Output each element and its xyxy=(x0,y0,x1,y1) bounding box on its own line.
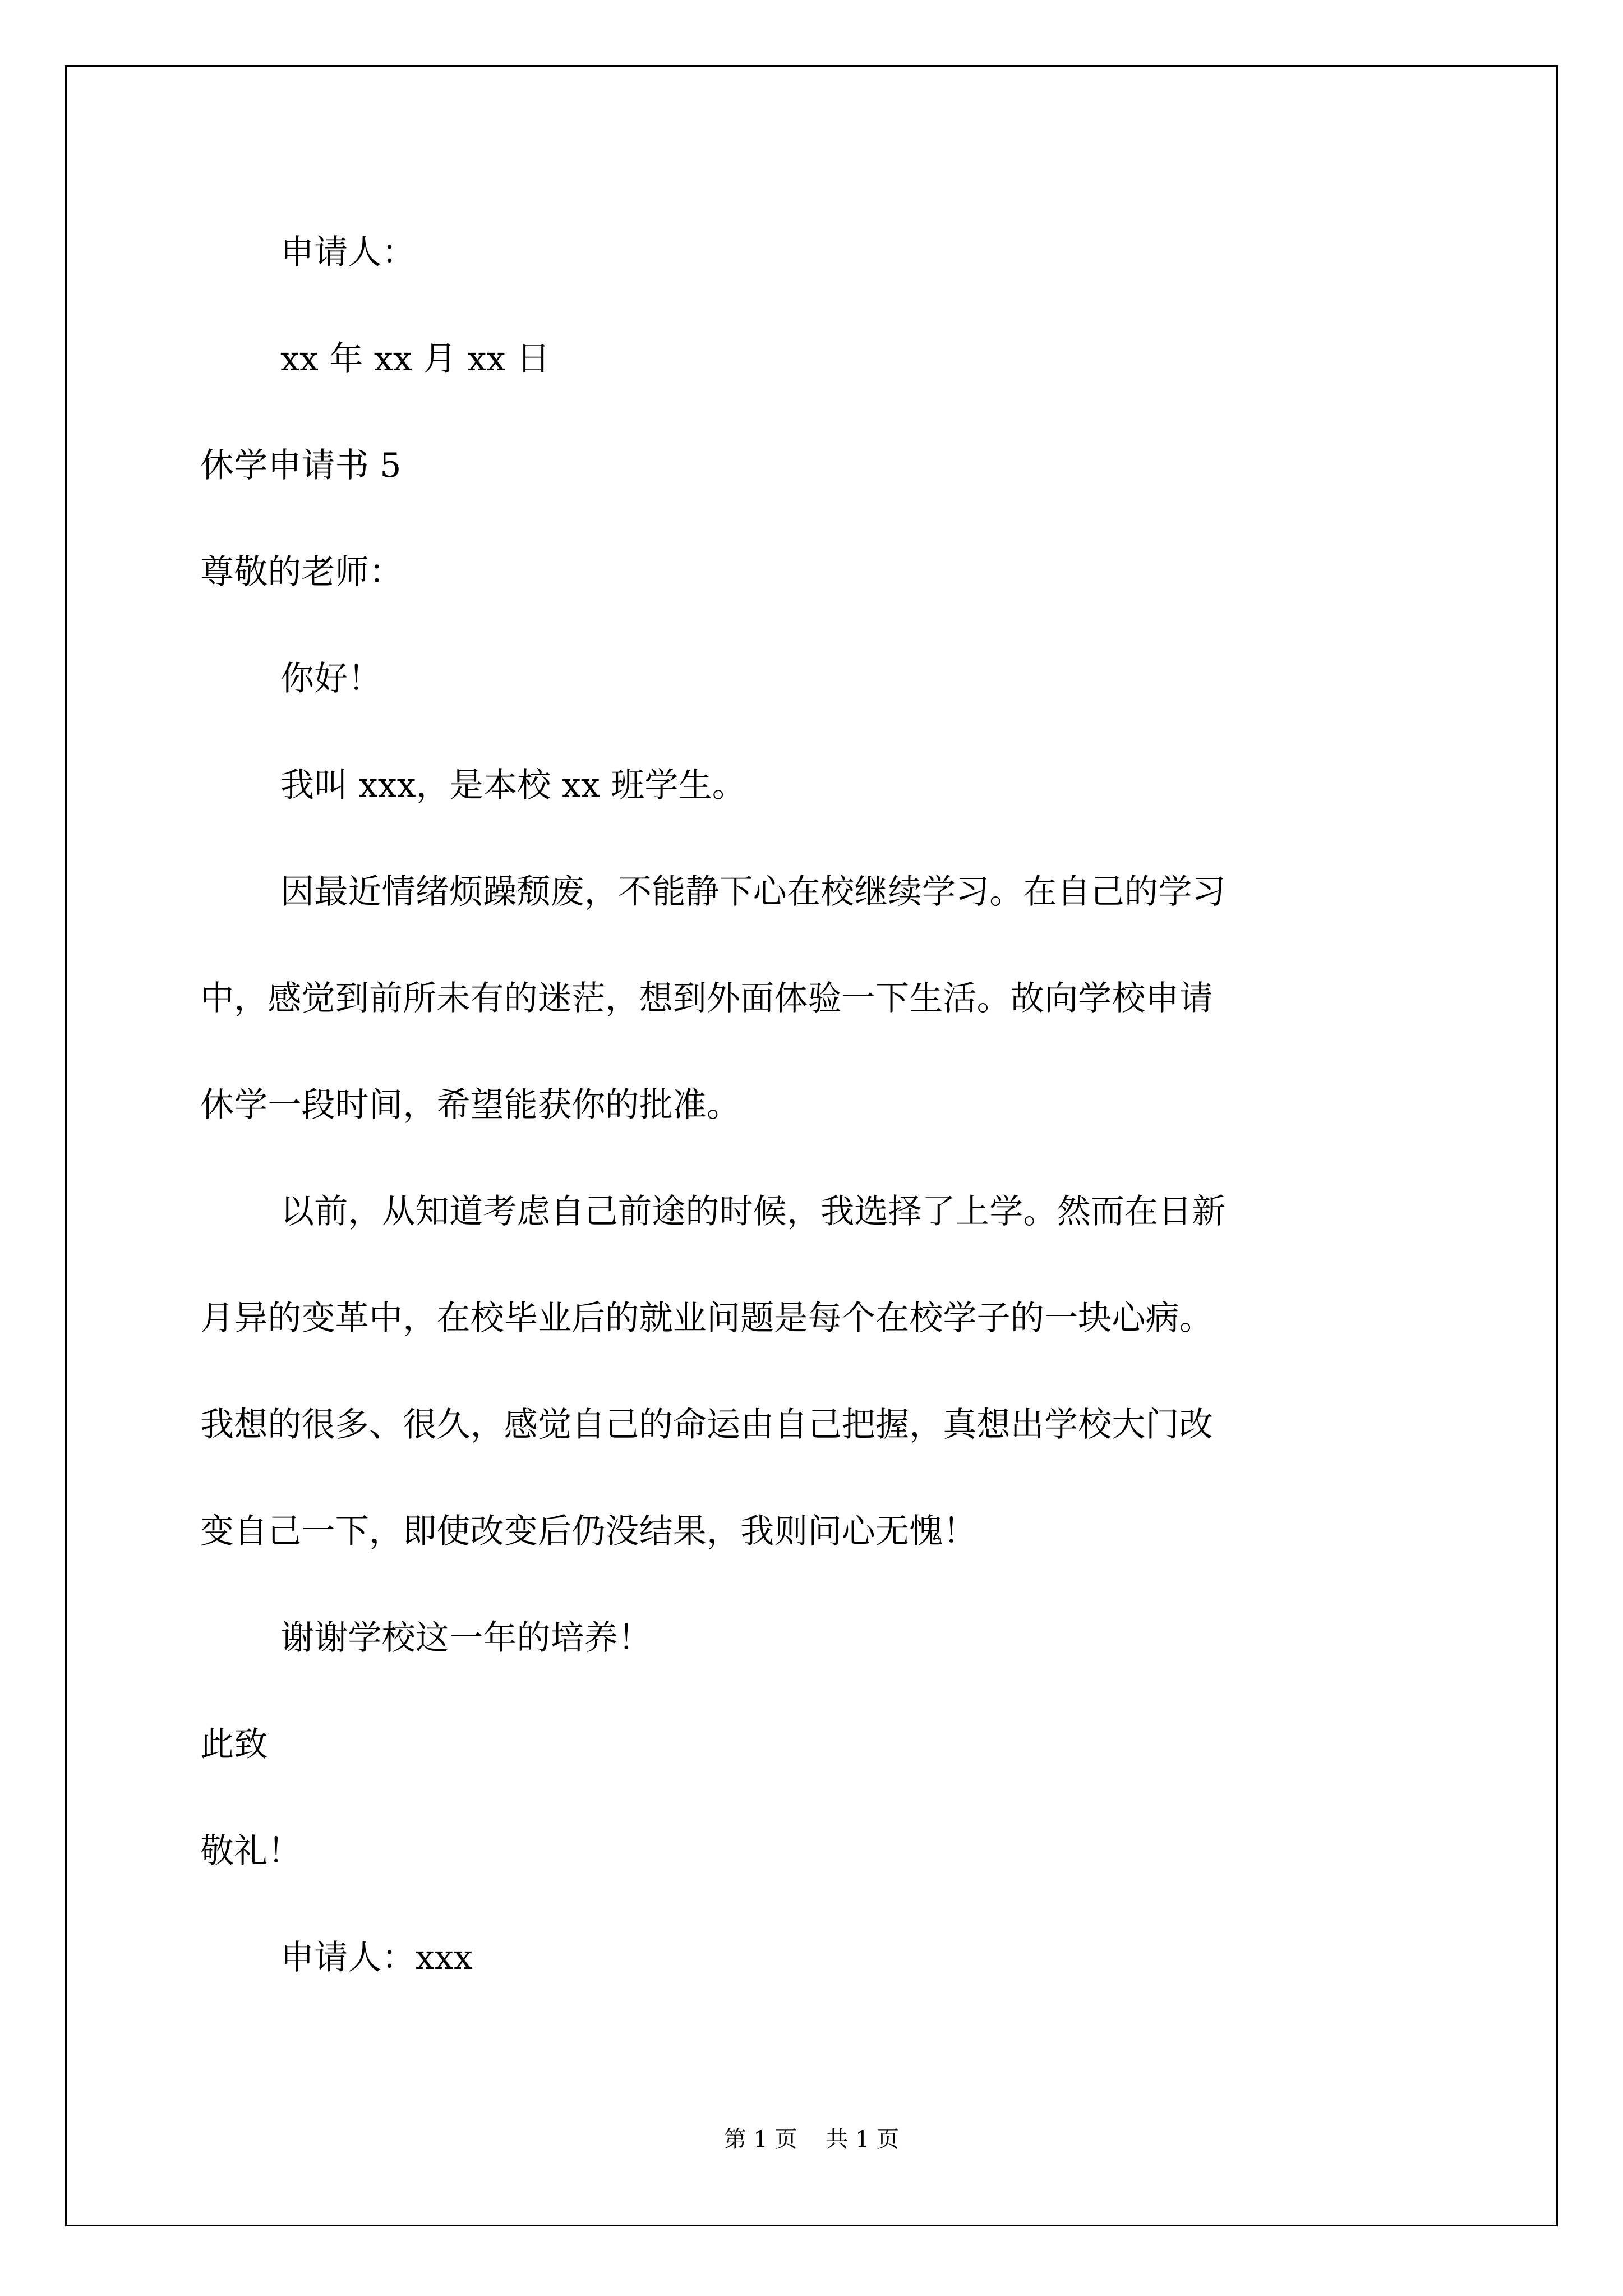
page-number-footer: 第 1 页 共 1 页 xyxy=(723,2127,900,2152)
closing-line-1: 此致 xyxy=(200,1725,268,1764)
background-paragraph-line-2: 月异的变革中，在校毕业后的就业问题是每个在校学子的一块心病。 xyxy=(200,1299,1213,1338)
greeting: 你好！ xyxy=(280,659,382,698)
date-line: xx 年 xx 月 xx 日 xyxy=(280,339,551,379)
reason-paragraph-line-3: 休学一段时间，希望能获你的批准。 xyxy=(200,1085,741,1125)
background-paragraph-line-3: 我想的很多、很久，感觉自己的命运由自己把握，真想出学校大门改 xyxy=(200,1405,1213,1444)
background-paragraph-line-4: 变自己一下，即使改变后仍没结果，我则问心无愧！ xyxy=(200,1512,977,1551)
signature-line: 申请人：xxx xyxy=(280,1938,473,1977)
introduction-paragraph: 我叫 xxx，是本校 xx 班学生。 xyxy=(280,766,746,805)
reason-paragraph-line-2: 中，感觉到前所未有的迷茫，想到外面体验一下生活。故向学校申请 xyxy=(200,979,1213,1018)
signature-label-top: 申请人： xyxy=(280,233,416,272)
document-title: 休学申请书 5 xyxy=(200,446,402,485)
salutation: 尊敬的老师： xyxy=(200,553,403,592)
thanks-paragraph: 谢谢学校这一年的培养！ xyxy=(280,1618,652,1658)
background-paragraph-line-1: 以前，从知道考虑自己前途的时候，我选择了上学。然而在日新 xyxy=(280,1192,1226,1231)
closing-line-2: 敬礼！ xyxy=(200,1832,302,1871)
reason-paragraph-line-1: 因最近情绪烦躁颓废，不能静下心在校继续学习。在自己的学习 xyxy=(280,872,1226,912)
